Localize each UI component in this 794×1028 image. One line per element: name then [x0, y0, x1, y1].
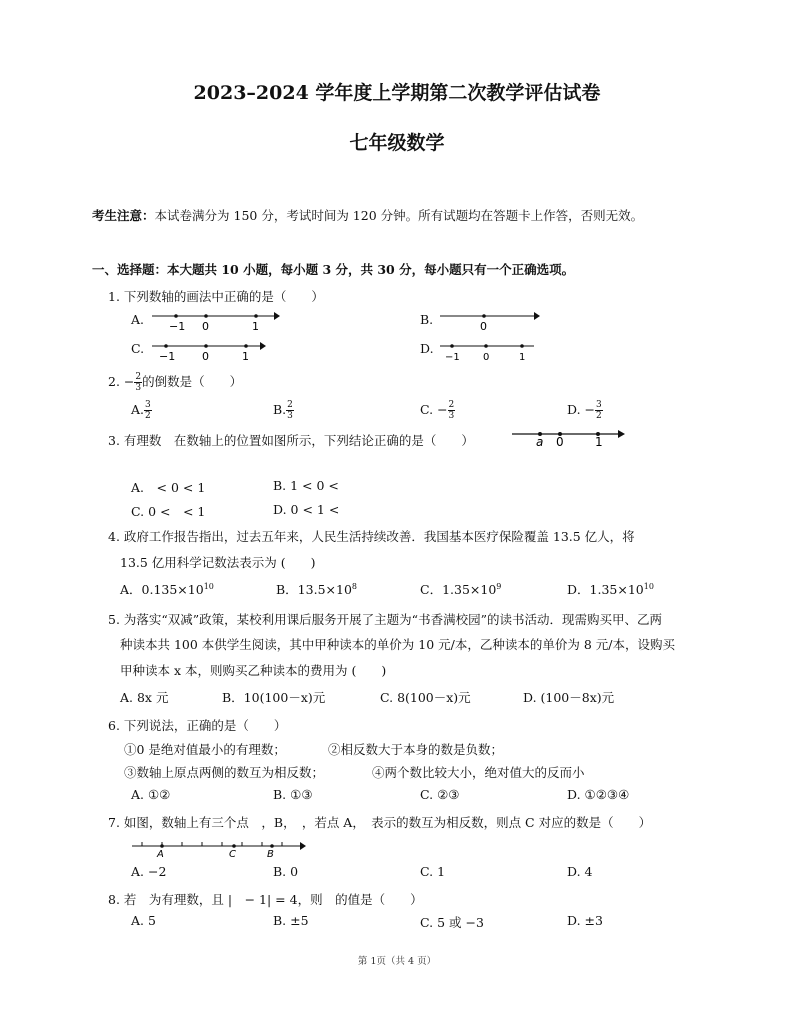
q1-c-label-neg1: −1 — [159, 350, 176, 362]
q5-option-a: A. 8x 元 — [120, 690, 169, 705]
q3-stem: 3. 有理数 在数轴上的位置如图所示，下列结论正确的是（ ） — [108, 433, 474, 448]
q5-stem-line3: 甲种读本 x 本，则购买乙种读本的费用为 ( ) — [120, 663, 387, 678]
q1-a-label-0: 0 — [202, 320, 209, 332]
page-footer: 第 1页（共 4 页） — [357, 956, 437, 967]
q7-option-d: D. 4 — [567, 864, 593, 879]
q1-a-label-1: 1 — [252, 320, 259, 332]
q7-stem: 7. 如图，数轴上有三个点 ，B， ，若点 A， 表示的数互为相反数，则点 C 对应的数是（ ） — [108, 815, 652, 830]
q1-option-a: A. — [131, 312, 145, 327]
notice — [92, 206, 643, 224]
q5-option-c: C. 8(100－x)元 — [380, 690, 471, 705]
q7-axis-label-b: B — [267, 849, 274, 858]
q7-option-a: A. −2 — [131, 864, 167, 879]
q7-axis — [130, 834, 306, 858]
q7-option-c: C. 1 — [420, 864, 446, 879]
q3-axis-label-a: a — [536, 435, 544, 449]
q5-option-b: B．10(100－x)元 — [222, 690, 326, 705]
q1-c-label-1: 1 — [242, 350, 249, 362]
q2-stem: 2. − $\frac{2}{3}$ 的倒数是（ ） — [108, 372, 243, 393]
q4-option-d: D．$1.35\times 10^{10}$ — [567, 581, 654, 597]
q4-option-a: A．$0.135\times 10^{10}$ — [120, 581, 214, 597]
q2-option-c: C. − $\frac{2}{3}$ — [420, 400, 455, 421]
q1-b-label-0: 0 — [480, 320, 487, 332]
page-title: 2023–2024 学年度上学期第二次教学评估试卷 — [193, 82, 601, 104]
q6-option-d: D. ①②③④ — [567, 787, 630, 802]
q8-option-b: B. ±5 — [273, 913, 309, 928]
q3-option-c: C. 0 < < 1 — [131, 504, 206, 519]
q7-option-b: B. 0 — [273, 864, 299, 879]
q1-d-label-1: 1 — [519, 352, 526, 362]
q5-option-d: D. (100－8x)元 — [523, 690, 615, 705]
q6-statement-1: ①0 是绝对值最小的有理数； — [124, 742, 286, 757]
q2-option-b: B. $\frac{2}{3}$ — [273, 400, 293, 421]
q4-option-c: C．$1.35\times 10^9$ — [420, 581, 502, 597]
page-subtitle: 七年级数学 — [349, 132, 445, 154]
q1-axis-c — [150, 336, 266, 362]
q5-stem-line2: 种读本共 100 本供学生阅读，其中甲种读本的单价为 10 元/本，乙种读本的单价为 8 元/本，设购买 — [120, 637, 675, 652]
q1-axis-a — [150, 306, 280, 332]
q1-stem: 1. 下列数轴的画法中正确的是（ ） — [108, 289, 324, 304]
q1-axis-b — [438, 306, 540, 332]
q3-option-d: D. 0 < 1 < — [273, 502, 340, 517]
q8-stem: 8. 若 为有理数，且 | − 1| = 4，则 的值是（ ） — [108, 892, 423, 907]
q6-statement-4: ④两个数比较大小，绝对值大的反而小 — [372, 765, 585, 780]
q1-axis-d — [438, 336, 538, 362]
q6-stem: 6. 下列说法，正确的是（ ） — [108, 718, 287, 733]
section-heading: 一、选择题：本大题共 10 小题，每小题 3 分，共 30 分，每小题只有一个正确选项。 — [92, 262, 575, 277]
q3-option-b: B. 1 < 0 < — [273, 478, 339, 493]
q8-option-d: D. ±3 — [567, 913, 603, 928]
q7-axis-label-a: A — [157, 849, 164, 858]
q2-fraction: $\frac{2}{3}$ — [135, 372, 142, 393]
q8-option-a: A. 5 — [131, 913, 156, 928]
q3-axis-label-0: 0 — [556, 435, 564, 449]
q1-a-label-neg1: −1 — [169, 320, 186, 332]
q6-option-c: C. ②③ — [420, 787, 460, 802]
q3-axis-label-1: 1 — [595, 435, 603, 449]
q2-option-a: A. $\frac{3}{2}$ — [131, 400, 151, 421]
q6-statement-3: ③数轴上原点两侧的数互为相反数； — [124, 765, 325, 780]
q5-stem-line1: 5. 为落实“双减”政策，某校利用课后服务开展了主题为“书香满校园”的读书活动．现需购买甲、乙两 — [108, 612, 662, 627]
notice-text: 本试卷满分为 150 分，考试时间为 120 分钟。所有试题均在答题卡上作答，否则无效。 — [154, 208, 644, 223]
q4-stem-line2: 13.5 亿用科学记数法表示为 ( ) — [120, 555, 316, 570]
q2-option-d: D. − $\frac{3}{2}$ — [567, 400, 602, 421]
q1-option-b: B. — [420, 312, 434, 327]
q1-option-c: C. — [131, 341, 145, 356]
q7-axis-label-c: C — [229, 849, 236, 858]
q1-option-d: D. — [420, 341, 434, 356]
q1-d-label-neg1: −1 — [445, 352, 460, 362]
q3-option-a: A. < 0 < 1 — [131, 480, 206, 495]
q6-option-a: A. ①② — [131, 787, 171, 802]
notice-label: 考生注意： — [92, 208, 155, 223]
q8-option-c: C. 5 或 −3 — [420, 915, 484, 930]
q6-statement-2: ②相反数大于本身的数是负数； — [328, 742, 504, 757]
q4-stem-line1: 4. 政府工作报告指出，过去五年来，人民生活持续改善．我国基本医疗保险覆盖 13.5 亿人，将 — [108, 529, 635, 544]
q6-option-b: B. ①③ — [273, 787, 313, 802]
q4-option-b: B．$13.5\times 10^8$ — [276, 581, 357, 597]
q1-d-label-0: 0 — [483, 352, 490, 362]
q3-axis — [510, 424, 626, 450]
q1-c-label-0: 0 — [202, 350, 209, 362]
